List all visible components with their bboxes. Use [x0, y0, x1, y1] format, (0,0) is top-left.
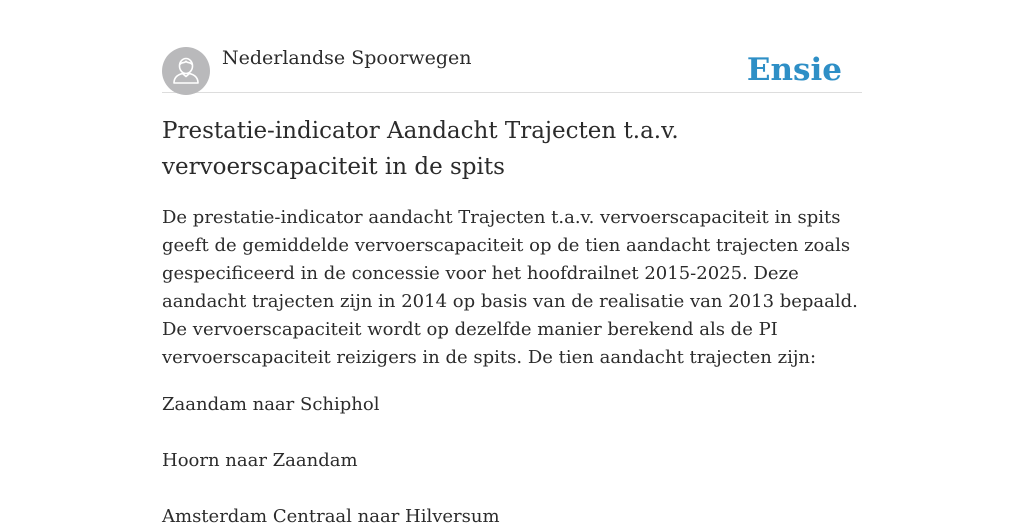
article-card	[162, 0, 862, 527]
definition-paragraph: De prestatie-indicator aandacht Trajecten t.a.v. vervoerscapaciteit in spits geeft de gemiddelde vervoerscapaciteit op de tien aandacht trajecten zoals gespecificeerd in de concessie voor het hoofdrailnet 2015-2025. Deze aandacht trajecten zijn in 2014 op basis van de realisatie van 2013 bepaald. De vervoerscapaciteit wordt op dezelfde manier berekend als de PI vervoerscapaciteit reizigers in de spits. De tien aandacht trajecten zijn:	[162, 207, 858, 368]
list-item: Amsterdam Centraal naar Hilversum	[162, 506, 500, 527]
person-icon	[162, 47, 210, 95]
ensie-logo[interactable]: Ensie	[746, 52, 842, 88]
list-item: Hoorn naar Zaandam	[162, 450, 358, 471]
list-item: Zaandam naar Schiphol	[162, 394, 380, 415]
avatar[interactable]	[162, 47, 210, 95]
author-name[interactable]: Nederlandse Spoorwegen	[222, 47, 472, 69]
page-title: Prestatie-indicator Aandacht Trajecten t.a.v. vervoerscapaciteit in de spits	[162, 118, 679, 180]
author-header	[162, 46, 862, 93]
